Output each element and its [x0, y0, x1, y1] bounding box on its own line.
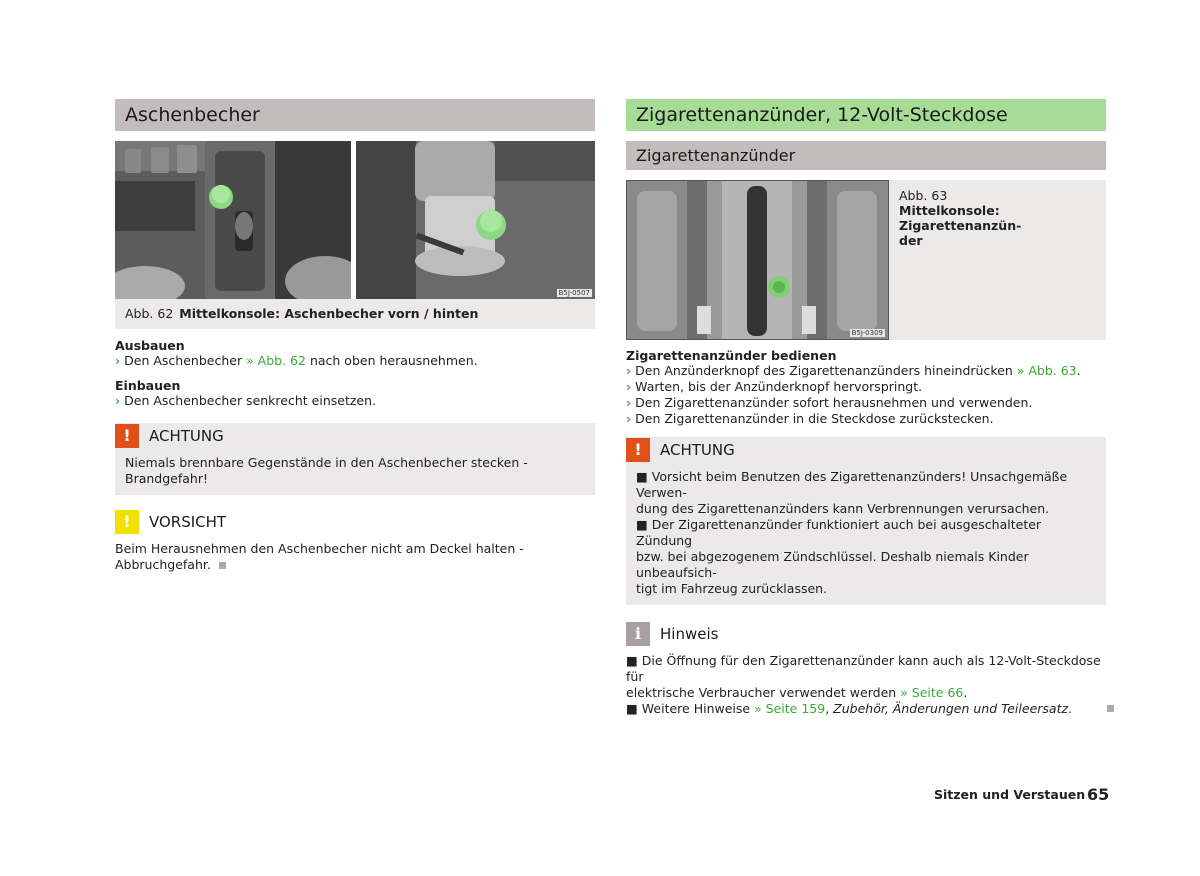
step-text: nach oben herausnehmen. [305, 353, 478, 368]
figure-63-row [626, 180, 1106, 340]
footer-section-name: Sitzen und Verstauen [934, 787, 1086, 802]
page-number: 65 [1087, 785, 1110, 804]
hinweis-text: , [825, 701, 834, 716]
achtung-box-right-body [626, 463, 1106, 605]
einbauen-step [115, 393, 595, 409]
subsection-title: Zigarettenanzünder [626, 141, 1106, 170]
hinweis-text: ■ Weitere Hinweise [626, 701, 755, 716]
hinweis-italic-text: Zubehör, Änderungen und Teileersatz [833, 701, 1069, 716]
right-column [626, 99, 1106, 717]
achtung-line: tigt im Fahrzeug zurücklassen. [636, 581, 828, 596]
step-text: Den Anzünderknopf des Zigarettenanzünders hineindrücken [635, 363, 1017, 378]
einbauen-heading: Einbauen [115, 378, 181, 393]
achtung-line: ■ Der Zigarettenanzünder funktioniert auch bei ausgeschalteter Zündung [636, 517, 1042, 548]
step-text: Den Aschenbecher senkrecht einsetzen. [124, 393, 376, 408]
link-seite-159[interactable]: » Seite 159 [754, 701, 826, 716]
figure-62-caption-text: Mittelkonsole: Aschenbecher vorn / hinten [179, 306, 479, 321]
bedienen-step-1 [626, 363, 1106, 379]
achtung-box-left-body: Niemals brennbare Gegenstände in den Aschenbecher stecken - Brandgefahr! [115, 449, 595, 495]
step-text: Den Zigarettenanzünder in die Steckdose zurückstecken. [635, 411, 994, 426]
step-arrow-icon: › [626, 411, 632, 426]
achtung-box-right-header [626, 437, 1106, 463]
figure-63-caption [889, 180, 1106, 340]
ashtray-photo [115, 141, 595, 299]
step-text: . [1076, 363, 1081, 378]
step-arrow-icon: › [626, 395, 632, 410]
hinweis-header [626, 621, 1106, 647]
hinweis-title: Hinweis [660, 625, 719, 643]
step-text: Den Aschenbecher [124, 353, 247, 368]
figure-62-caption [115, 299, 595, 329]
left-column [115, 99, 595, 573]
section-title-aschenbecher: Aschenbecher [115, 99, 595, 131]
step-arrow-icon: › [626, 379, 632, 394]
hinweis-line [626, 701, 1106, 717]
bedienen-step-4 [626, 411, 1106, 427]
ausbauen-heading: Ausbauen [115, 338, 185, 353]
figure-63-label: Abb. 63 [899, 188, 948, 203]
step-text: Den Zigarettenanzünder sofort herausnehmen und verwenden. [635, 395, 1033, 410]
bedienen-step-2 [626, 379, 1106, 395]
vorsicht-text: Beim Herausnehmen den Aschenbecher nicht am Deckel halten - Abbruchgefahr. [115, 541, 524, 572]
ausbauen-step [115, 353, 595, 369]
caution-icon: ! [115, 510, 139, 534]
hinweis-text: . [1068, 701, 1073, 716]
achtung-line: ■ Vorsicht beim Benutzen des Zigarettenanzünders! Unsachgemäße Verwen- [636, 469, 1068, 500]
figure-63-code: B5J-0309 [851, 329, 883, 337]
achtung-line: bzw. bei abgezogenem Zündschlüssel. Deshalb niemals Kinder unbeaufsich- [636, 549, 1029, 580]
link-abb-63[interactable]: » Abb. 63 [1016, 363, 1077, 378]
bedienen-heading: Zigarettenanzünder bedienen [626, 348, 837, 363]
achtung-title: ACHTUNG [660, 441, 735, 459]
step-text: Warten, bis der Anzünderknopf hervorspringt. [635, 379, 923, 394]
section-end-icon [219, 562, 226, 569]
vorsicht-title: VORSICHT [149, 513, 227, 531]
vorsicht-header [115, 509, 595, 535]
achtung-line: dung des Zigarettenanzünders kann Verbrennungen verursachen. [636, 501, 1050, 516]
hinweis-line: ■ Die Öffnung für den Zigarettenanzünder kann auch als 12-Volt-Steckdose für [626, 653, 1101, 684]
hinweis-body [626, 653, 1106, 717]
vorsicht-body [115, 541, 595, 573]
figure-63-image [626, 180, 889, 340]
step-arrow-icon: › [115, 393, 121, 408]
warning-icon: ! [626, 438, 650, 462]
figure-62-code: B5J-0507 [558, 289, 590, 297]
link-seite-66[interactable]: » Seite 66 [900, 685, 964, 700]
figure-62-image [115, 141, 595, 299]
figure-63-caption-line1: Mittelkonsole: Zigarettenanzün- [899, 203, 1022, 233]
achtung-title: ACHTUNG [149, 427, 224, 445]
figure-63-caption-line2: der [899, 233, 923, 248]
step-arrow-icon: › [115, 353, 121, 368]
achtung-box-left-header [115, 423, 595, 449]
figure-62-label: Abb. 62 [125, 306, 174, 321]
hinweis-text: elektrische Verbraucher verwendet werden [626, 685, 901, 700]
bedienen-step-3 [626, 395, 1106, 411]
section-end-icon [1107, 705, 1114, 712]
hinweis-line [626, 685, 1106, 701]
lighter-photo [627, 181, 888, 339]
hinweis-text: . [963, 685, 968, 700]
info-icon: i [626, 622, 650, 646]
warning-icon: ! [115, 424, 139, 448]
step-arrow-icon: › [626, 363, 632, 378]
section-title-zigarettenanzuender: Zigarettenanzünder, 12-Volt-Steckdose [626, 99, 1106, 131]
link-abb-62[interactable]: » Abb. 62 [246, 353, 306, 368]
